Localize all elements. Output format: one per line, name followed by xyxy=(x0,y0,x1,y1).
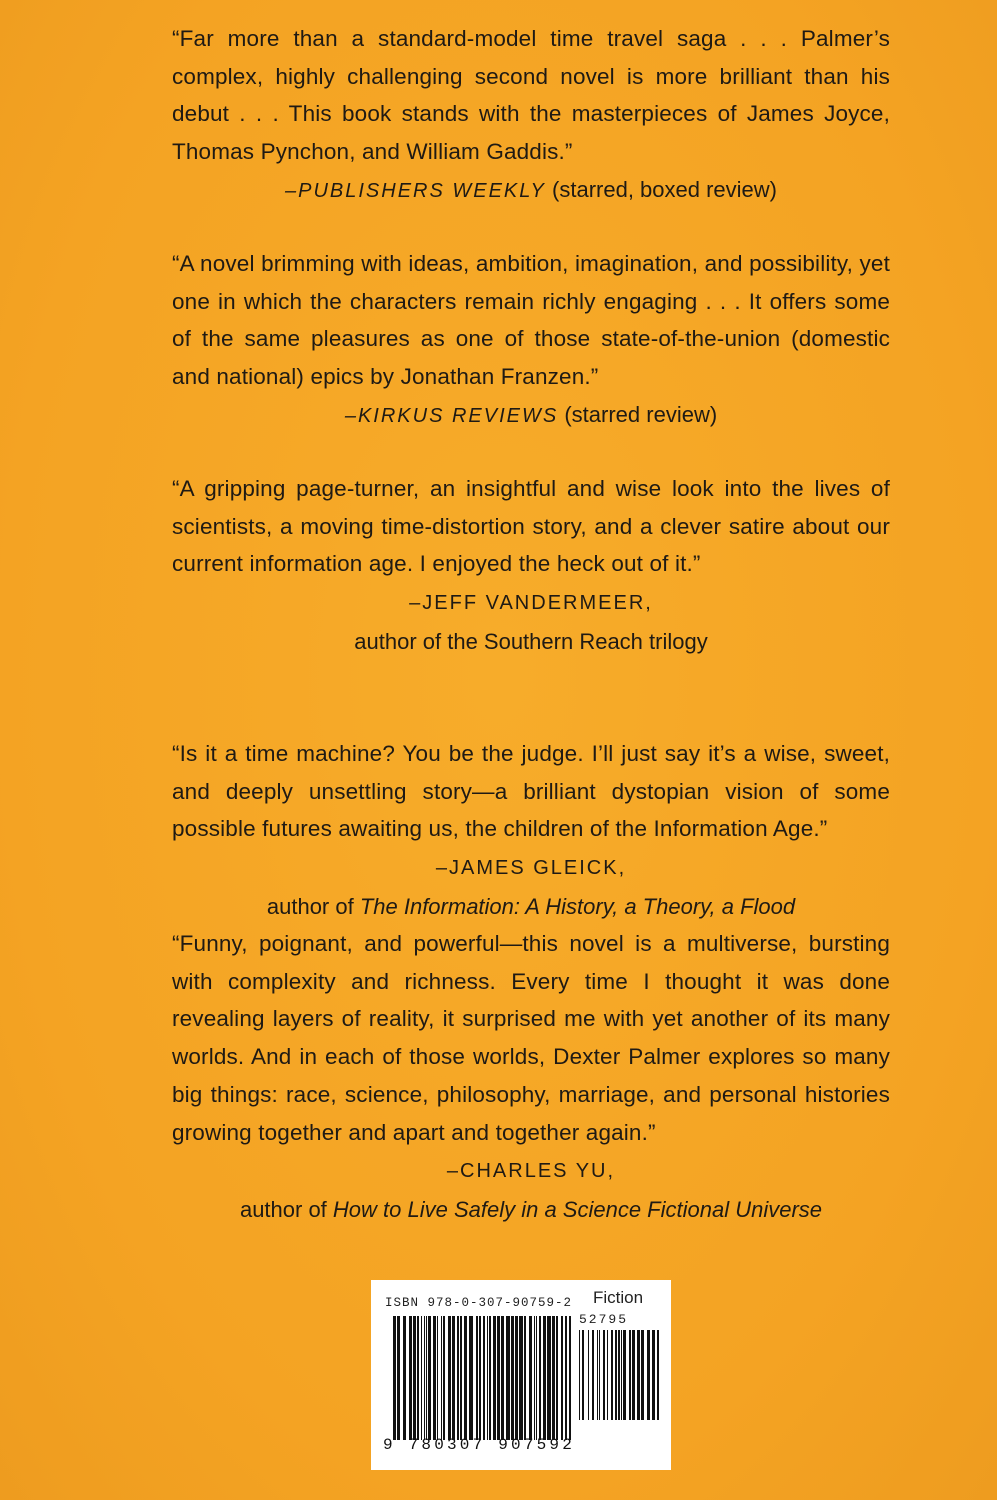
barcode-bar xyxy=(483,1316,485,1440)
blurb-quote: “Far more than a standard-model time travel saga . . . Palmer’s complex, highly challenging second novel is more brilliant than his debut . . . This book stands with the masterpieces of James Joyce, Thomas Pynchon, and William Gaddis.” xyxy=(172,26,890,165)
ean-barcode xyxy=(393,1316,571,1440)
barcode-bar xyxy=(519,1316,523,1440)
barcode-bar xyxy=(611,1330,613,1420)
barcode-bar xyxy=(497,1316,500,1440)
barcode-bar xyxy=(413,1316,416,1440)
barcode-bar xyxy=(565,1316,567,1440)
credit-prefix: author of xyxy=(239,1196,333,1222)
barcode-bar xyxy=(552,1316,555,1440)
barcode-bar xyxy=(493,1316,496,1440)
barcode-bar xyxy=(469,1316,473,1440)
barcode-bar xyxy=(556,1316,558,1440)
barcode-bar xyxy=(543,1316,546,1440)
barcode-bar xyxy=(443,1316,445,1440)
barcode-bar xyxy=(487,1316,488,1440)
blurb-quote: “Is it a time machine? You be the judge. I’ll just say it’s a wise, sweet, and deeply unsettling story—a brilliant dystopian vision of some possible futures awaiting us, the children of the Information Age.” xyxy=(172,741,890,842)
barcode-bar xyxy=(621,1330,622,1420)
barcode-bar xyxy=(582,1330,584,1420)
isbn-number: ISBN 978-0-307-90759-2 xyxy=(385,1296,573,1310)
barcode-bar xyxy=(632,1330,635,1420)
barcode-bar xyxy=(569,1316,571,1440)
credit-book-title: How to Live Safely in a Science Fictional Universe xyxy=(332,1196,823,1222)
reviewer-credit xyxy=(172,623,890,661)
barcode-bar xyxy=(426,1316,427,1440)
barcode-bar xyxy=(511,1316,514,1440)
blurb-charles-yu xyxy=(172,925,890,1229)
barcode-bar xyxy=(539,1316,541,1440)
barcode-digits: 9 780307 907592 xyxy=(383,1436,576,1454)
barcode-bar xyxy=(417,1316,419,1440)
barcode-bar xyxy=(441,1316,442,1440)
blurb-vandermeer xyxy=(172,470,890,661)
barcode-bar xyxy=(618,1330,620,1420)
blurb-kirkus xyxy=(172,245,890,436)
barcode-bar xyxy=(506,1316,510,1440)
barcode-bar xyxy=(476,1316,478,1440)
reviewer-credit xyxy=(172,888,890,926)
barcode-bar xyxy=(464,1316,467,1440)
reviewer-name: –CHARLES YU, xyxy=(446,1160,616,1183)
barcode-bar xyxy=(597,1330,598,1420)
barcode-bar xyxy=(652,1330,655,1420)
barcode-bar xyxy=(641,1330,644,1420)
blurb-attribution xyxy=(172,171,890,211)
barcode-bar xyxy=(579,1330,580,1420)
barcode-bar xyxy=(397,1316,400,1440)
barcode-bar xyxy=(603,1330,605,1420)
barcode-bar xyxy=(409,1316,412,1440)
barcode-bar xyxy=(657,1330,659,1420)
barcode-bar xyxy=(599,1330,600,1420)
barcode-bar xyxy=(403,1316,406,1440)
credit-book-title: The Information: A History, a Theory, a Flood xyxy=(359,893,796,919)
blurb-quote: “A novel brimming with ideas, ambition, imagination, and possibility, yet one in which the characters remain richly engaging . . . It offers some of the same pleasures as one of those state-of-the-union (domestic and national) epics by Jonathan Franzen.” xyxy=(172,251,890,390)
review-note: (starred review) xyxy=(564,401,718,427)
barcode-bar xyxy=(457,1316,459,1440)
barcode-bar xyxy=(629,1330,631,1420)
barcode-bar xyxy=(536,1316,537,1440)
barcode-bar xyxy=(592,1330,594,1420)
barcode-bar xyxy=(647,1330,650,1420)
barcode-bar xyxy=(489,1316,491,1440)
barcode-bar xyxy=(433,1316,436,1440)
blurb-attribution xyxy=(172,583,890,623)
barcode-bar xyxy=(547,1316,551,1440)
blurb-attribution xyxy=(172,848,890,888)
blurb-quote: “Funny, poignant, and powerful—this novel is a multiverse, bursting with complexity and richness. Every time I thought it was done revealing layers of reality, it surprised me with yet another of its many worlds. And in each of those worlds, Dexter Palmer explores so many big things: race, science, philosophy, marriage, and personal histories growing together and apart and together again.” xyxy=(172,931,890,1145)
barcode-bar xyxy=(607,1330,608,1420)
isbn-barcode-label xyxy=(371,1280,671,1470)
barcode-bar xyxy=(515,1316,518,1440)
barcode-bar xyxy=(534,1316,535,1440)
barcode-bar xyxy=(501,1316,504,1440)
addon-barcode xyxy=(579,1330,659,1420)
reviewer-name: –JEFF VANDERMEER, xyxy=(409,592,653,615)
reviewer-name: –JAMES GLEICK, xyxy=(435,857,627,880)
review-note: (starred, boxed review) xyxy=(552,176,778,202)
reviewer-name: –KIRKUS REVIEWS xyxy=(344,404,559,427)
barcode-bar xyxy=(588,1330,589,1420)
barcode-bar xyxy=(437,1316,438,1440)
reviewer-name: –PUBLISHERS WEEKLY xyxy=(284,179,546,202)
blurb-quote: “A gripping page-turner, an insightful and wise look into the lives of scientists, a moving time-distortion story, and a clever satire about our current information age. I enjoyed the heck out of it.” xyxy=(172,476,890,577)
barcode-bar xyxy=(424,1316,425,1440)
category-label: Fiction xyxy=(593,1288,644,1307)
barcode-bar xyxy=(637,1330,640,1420)
credit-prefix: author of the Southern Reach trilogy xyxy=(354,628,708,654)
credit-prefix: author of xyxy=(266,893,360,919)
barcode-bar xyxy=(623,1330,626,1420)
barcode-bar xyxy=(421,1316,422,1440)
barcode-bar xyxy=(529,1316,532,1440)
barcode-bar xyxy=(448,1316,451,1440)
barcode-bar xyxy=(615,1330,617,1420)
barcode-bar xyxy=(428,1316,431,1440)
barcode-bar xyxy=(460,1316,462,1440)
barcode-bar xyxy=(479,1316,481,1440)
barcode-bar xyxy=(393,1316,396,1440)
blurb-publishers-weekly xyxy=(172,20,890,211)
barcode-bar xyxy=(561,1316,563,1440)
blurb-attribution xyxy=(172,1151,890,1191)
barcode-bar xyxy=(524,1316,526,1440)
reviewer-credit xyxy=(172,1191,890,1229)
barcode-bar xyxy=(452,1316,455,1440)
blurb-gleick xyxy=(172,735,890,926)
blurb-attribution xyxy=(172,396,890,436)
price-code: 52795 xyxy=(579,1312,629,1327)
